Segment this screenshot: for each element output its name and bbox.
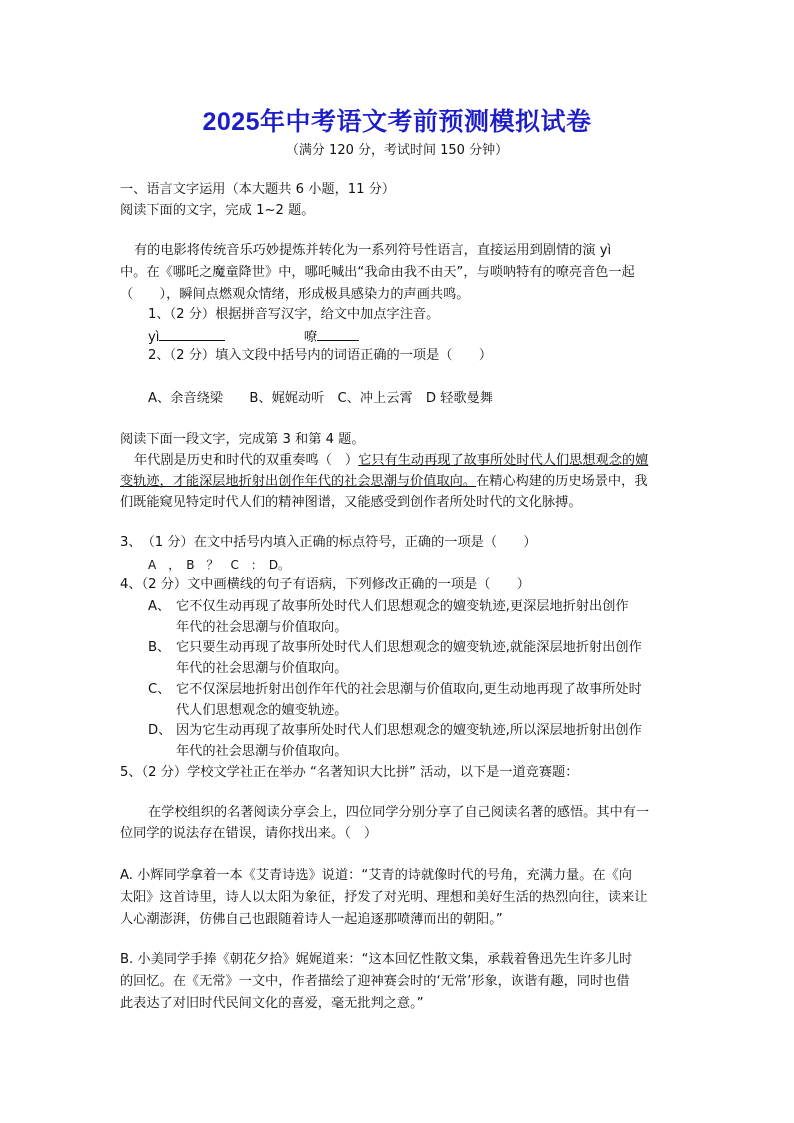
question-2-options: A、余音绕梁 B、娓娓动听 C、冲上云霄 D 轻歌曼舞 — [148, 391, 493, 406]
question-5-stem: 5、（2 分）学校文学社正在举办 “名著知识大比拼” 活动，以下是一道竞赛题： — [120, 765, 579, 780]
passage-line: 有的电影将传统音乐巧妙提炼并转化为一系列符号性语言，直接运用到剧情的演 yì — [134, 243, 612, 258]
passage-line: 中。在《哪吒之魔童降世》中，哪吒喊出“我命由我不由天”，与唢呐特有的嘹亮音色一起 — [120, 265, 635, 280]
option-c: C、 它不仅深层地折射出创作年代的社会思潮与价值取向,更生动地再现了故事所处时 — [148, 682, 642, 697]
question-2-stem: 2、（2 分）填入文段中括号内的词语正确的一项是（ ） — [148, 348, 493, 363]
statement-a: 人心潮澎湃，仿佛自己也跟随着诗人一起追逐那喷薄而出的朝阳。” — [120, 912, 503, 927]
option-d: D、 因为它生动再现了故事所处时代人们思想观念的嬗变轨迹,所以深层地折射出创作 — [148, 723, 642, 738]
char-label: 嘹 — [303, 330, 318, 345]
option-a: A、 它不仅生动再现了故事所处时代人们思想观念的嬗变轨迹,更深层地折射出创作 — [148, 599, 629, 614]
passage-line: 们既能窥见特定时代人们的精神图谱，又能感受到创作者所处时代的文化脉搏。 — [120, 495, 582, 510]
passage-line: （ ），瞬间点燃观众情绪，形成极具感染力的声画共鸣。 — [120, 287, 470, 302]
section-intro: 阅读下面的文字，完成 1~2 题。 — [120, 203, 315, 218]
question-5-prompt: 位同学的说法存在错误，请你找出来。（ ） — [120, 826, 378, 841]
passage-line: 年代剧是历史和时代的双重奏鸣（ ）它只有生动再现了故事所处时代人们思想观念的嬗 — [134, 453, 649, 468]
answer-blank[interactable] — [317, 326, 359, 341]
question-1-stem: 1、（2 分）根据拼音写汉字，给文中加点字注音。 — [148, 307, 440, 322]
section-heading: 一、语言文字运用（本大题共 6 小题，11 分） — [120, 182, 396, 197]
section-intro: 阅读下面一段文字，完成第 3 和第 4 题。 — [120, 432, 365, 447]
underlined-sentence: 它只有生动再现了故事所处时代人们思想观念的嬗 — [358, 453, 649, 468]
statement-b: 此表达了对旧时代民间文化的喜爱，毫无批判之意。” — [120, 996, 424, 1011]
option-d-cont: 年代的社会思潮与价值取向。 — [176, 744, 348, 759]
option-b-cont: 年代的社会思潮与价值取向。 — [176, 661, 348, 676]
page-subtitle: （满分 120 分，考试时间 150 分钟） — [285, 143, 509, 158]
question-3-stem: 3、 （1 分）在文中括号内填入正确的标点符号，正确的一项是（ ） — [120, 535, 537, 550]
answer-blank[interactable] — [159, 326, 225, 341]
question-4-stem: 4、（2 分）文中画横线的句子有语病，下列修改正确的一项是（ ） — [120, 577, 530, 592]
statement-b: 的回忆。在《无常》一文中，作者描绘了迎神赛会时的‘无常’形象，诙谐有趣，同时也借 — [120, 974, 630, 989]
passage-line: 变轨迹，才能深层地折射出创作年代的社会思潮与价值取向。在精心构建的历史场景中，我 — [120, 474, 648, 489]
statement-b: B. 小美同学手捧《朝花夕拾》娓娓道来：“这本回忆性散文集，承载着鲁迅先生许多儿时 — [120, 952, 633, 967]
underlined-sentence: 变轨迹，才能深层地折射出创作年代的社会思潮与价值取向。 — [120, 474, 477, 489]
question-3-options: A ， B ？ C ： D。 — [148, 558, 291, 572]
page-title: 2025年中考语文考前预测模拟试卷 — [202, 108, 592, 136]
pinyin-label: yì — [148, 330, 160, 345]
option-c-cont: 代人们思想观念的嬗变轨迹。 — [176, 703, 348, 718]
question-1-answer-row — [148, 326, 359, 348]
statement-a: 太阳》这首诗里，诗人以太阳为象征，抒发了对光明、理想和美好生活的热烈向往，读来让 — [120, 890, 648, 905]
option-a-cont: 年代的社会思潮与价值取向。 — [176, 620, 348, 635]
question-5-prompt: 在学校组织的名著阅读分享会上，四位同学分别分享了自己阅读名著的感悟。其中有一 — [148, 805, 650, 820]
statement-a: A. 小辉同学拿着一本《艾青诗选》说道：“艾青的诗就像时代的号角，充满力量。在《向 — [120, 868, 632, 883]
option-b: B、 它只要生动再现了故事所处时代人们思想观念的嬗变轨迹,就能深层地折射出创作 — [148, 640, 642, 655]
